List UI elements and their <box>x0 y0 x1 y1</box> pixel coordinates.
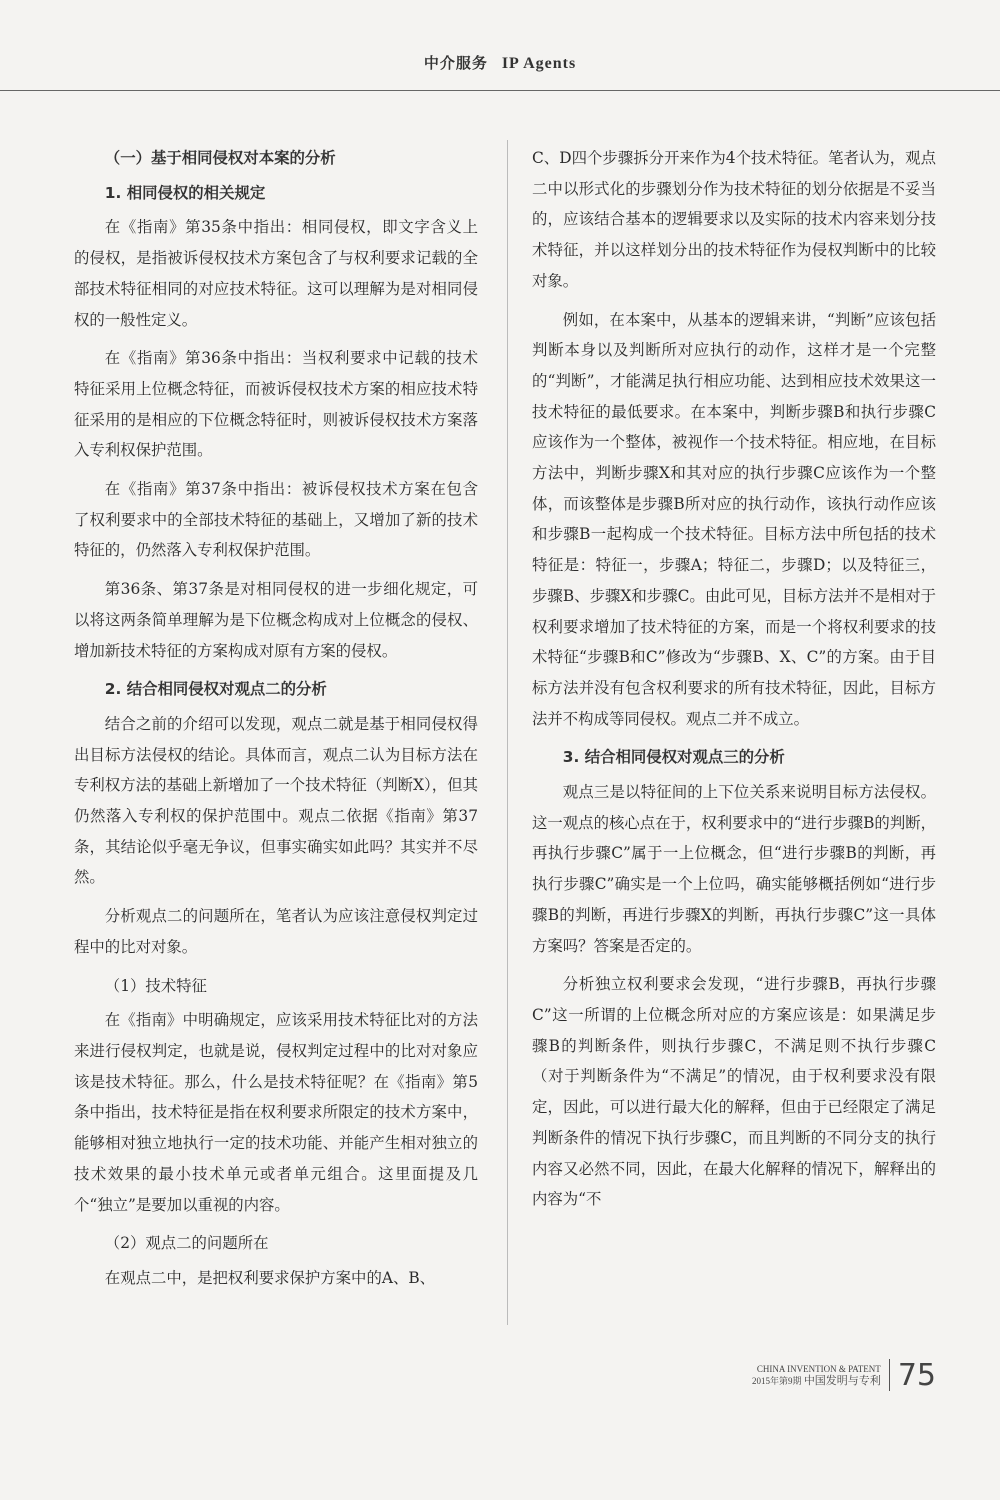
paragraph: 在《指南》第36条中指出：当权利要求中记载的技术特征采用上位概念特征，而被诉侵权技术方案的相应技术特征采用的是相应的下位概念特征时，则被诉侵权技术方案落入专利权保护范围。 <box>74 349 478 460</box>
page-footer <box>752 1355 936 1395</box>
paragraph: C、D四个步骤拆分开来作为4个技术特征。笔者认为，观点二中以形式化的步骤划分作为技术特征的划分依据是不妥当的，应该结合基本的逻辑要求以及实际的技术内容来划分技术特征，并以这样划分出的技术特征作为侵权判断中的比较对象。 <box>532 149 936 290</box>
footer-divider <box>889 1359 890 1391</box>
paragraph: 结合之前的介绍可以发现，观点二就是基于相同侵权得出目标方法侵权的结论。具体而言，观点二认为目标方法在专利权方法的基础上新增加了一个技术特征（判断X），但其仍然落入专利权的保护范围中。观点二依据《指南》第37条，其结论似乎毫无争议，但事实确实如此吗？其实并不尽然。 <box>74 714 478 887</box>
section-heading: 1. 相同侵权的相关规定 <box>104 183 266 202</box>
journal-info <box>752 1363 881 1387</box>
journal-name-en: CHINA INVENTION & PATENT <box>756 1364 881 1374</box>
paragraph: 第36条、第37条是对相同侵权的进一步细化规定，可以将这两条简单理解为是下位概念构成对上位概念的侵权、增加新技术特征的方案构成对原有方案的侵权。 <box>74 580 478 660</box>
paragraph: 观点三是以特征间的上下位关系来说明目标方法侵权。这一观点的核心点在于，权利要求中的“进行步骤B的判断，再执行步骤C”属于一上位概念，但“进行步骤B的判断，再执行步骤C”确实是一个上位吗，确实能够概括例如“进行步骤B的判断，再进行步骤X的判断，再执行步骤C”这一具体方案吗？答案是否定的。 <box>532 783 936 955</box>
paragraph: 例如，在本案中，从基本的逻辑来讲，“判断”应该包括判断本身以及判断所对应执行的动作，这样才是一个完整的“判断”，才能满足执行相应功能、达到相应技术效果这一技术特征的最低要求。在本案中，判断步骤B和执行步骤C应该作为一个整体，被视作一个技术特征。相应地，在目标方法中，判断步骤X和其对应的执行步骤C应该作为一个整体，而该整体是步骤B所对应的执行动作，该执行动作应该和步骤B一起构成一个技术特征。目标方法中所包括的技术特征是：特征一，步骤A；特征二，步骤D；以及特征三，步骤B、步骤X和步骤C。由此可见，目标方法并不是相对于权利要求增加了技术特征的方案，而是一个将权利要求的技术特征“步骤B和C”修改为“步骤B、X、C”的方案。由于目标方法并没有包含权利要求的所有技术特征，因此，目标方法并不构成等同侵权。观点二并不成立。 <box>532 310 936 728</box>
section-title-cn: 中介服务 <box>423 54 488 72</box>
section-heading: 3. 结合相同侵权对观点三的分析 <box>562 748 785 767</box>
left-column <box>74 143 478 1302</box>
page-number: 75 <box>897 1357 936 1393</box>
issue-label: 2015年第9期 <box>752 1376 802 1386</box>
right-column <box>532 143 936 1223</box>
paragraph: 分析独立权利要求会发现，“进行步骤B，再执行步骤C”这一所谓的上位概念所对应的方案应该是：如果满足步骤B的判断条件，则执行步骤C，不满足则不执行步骤C（对于判断条件为“不满足”的情况，由于权利要求没有限定，因此，可以进行最大化的解释，但由于已经限定了满足判断条件的情况下执行步骤C，而且判断的不同分支的执行内容又必然不同，因此，在最大化解释的情况下，解释出的内容为“不 <box>532 975 936 1209</box>
subheading: （1）技术特征 <box>104 976 207 995</box>
paragraph: 在《指南》第35条中指出：相同侵权，即文字含义上的侵权，是指被诉侵权技术方案包含了与权利要求记载的全部技术特征相同的对应技术特征。这可以理解为是对相同侵权的一般性定义。 <box>74 218 478 329</box>
paragraph: 在《指南》中明确规定，应该采用技术特征比对的方法来进行侵权判定，也就是说，侵权判定过程中的比对对象应该是技术特征。那么，什么是技术特征呢？在《指南》第5条中指出，技术特征是指在权利要求所限定的技术方案中，能够相对独立地执行一定的技术功能、并能产生相对独立的技术效果的最小技术单元或者单元组合。这里面提及几个“独立”是要加以重视的内容。 <box>74 1011 478 1214</box>
section-title-en: IP Agents <box>501 55 577 72</box>
paragraph: 分析观点二的问题所在，笔者认为应该注意侵权判定过程中的比对对象。 <box>74 907 478 956</box>
header-rule <box>0 90 1000 91</box>
subheading: （2）观点二的问题所在 <box>104 1234 269 1253</box>
section-heading: 2. 结合相同侵权对观点二的分析 <box>104 680 327 699</box>
journal-name-cn: 中国发明与专利 <box>803 1374 881 1387</box>
column-divider <box>507 140 508 1325</box>
paragraph: 在《指南》第37条中指出：被诉侵权技术方案在包含了权利要求中的全部技术特征的基础上，又增加了新的技术特征的，仍然落入专利权保护范围。 <box>74 480 478 560</box>
section-heading: （一）基于相同侵权对本案的分析 <box>104 149 336 167</box>
paragraph: 在观点二中，是把权利要求保护方案中的A、B、 <box>104 1268 436 1287</box>
section-title <box>424 52 576 73</box>
running-header <box>0 52 1000 88</box>
